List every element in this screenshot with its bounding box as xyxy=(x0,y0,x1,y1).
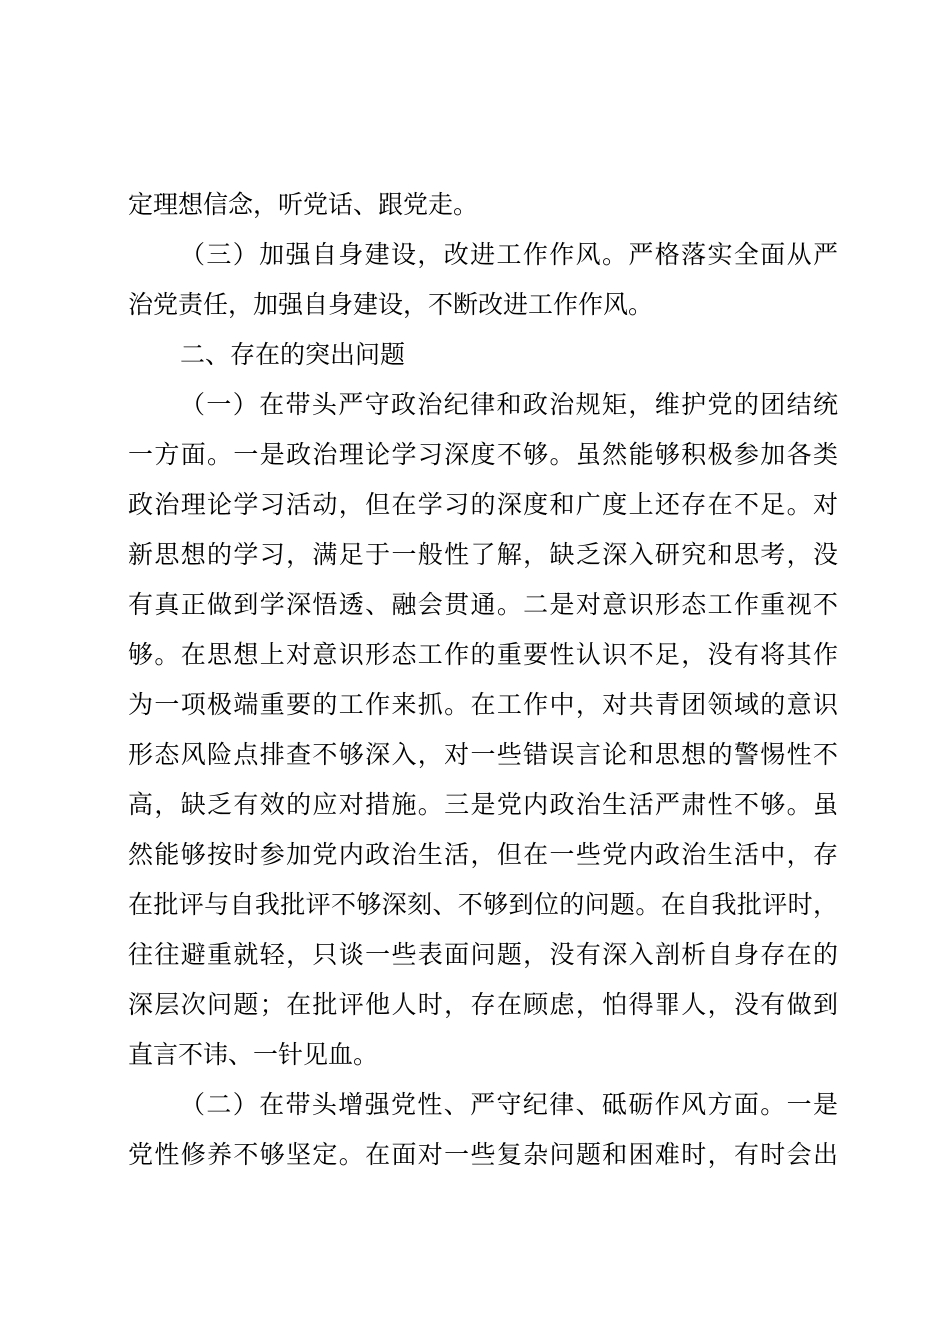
text-line: 往往避重就轻，只谈一些表面问题，没有深入剖析自身存在的 xyxy=(128,940,838,969)
text-line: 深层次问题；在批评他人时，存在顾虑，怕得罪人，没有做到 xyxy=(128,990,838,1019)
document-body xyxy=(128,180,838,1180)
text-line: 有真正做到学深悟透、融会贯通。二是对意识形态工作重视不 xyxy=(128,590,838,619)
text-line: 够。在思想上对意识形态工作的重要性认识不足，没有将其作 xyxy=(128,640,838,669)
text-line: 政治理论学习活动，但在学习的深度和广度上还存在不足。对 xyxy=(128,490,838,519)
text-line: 在批评与自我批评不够深刻、不够到位的问题。在自我批评时， xyxy=(128,890,838,919)
text-line: 形态风险点排查不够深入，对一些错误言论和思想的警惕性不 xyxy=(128,740,838,769)
text-line: 党性修养不够坚定。在面对一些复杂问题和困难时，有时会出 xyxy=(128,1140,838,1169)
paragraph-heading-1: （一）在带头严守政治纪律和政治规矩，维护党的团结统 xyxy=(180,390,838,419)
paragraph-heading-2: （二）在带头增强党性、严守纪律、砥砺作风方面。一是 xyxy=(180,1090,838,1119)
text-line: 新思想的学习，满足于一般性了解，缺乏深入研究和思考，没 xyxy=(128,540,838,569)
text-line: 一方面。一是政治理论学习深度不够。虽然能够积极参加各类 xyxy=(128,440,838,469)
text-line: 直言不讳、一针见血。 xyxy=(128,1040,379,1069)
text-line: 治党责任，加强自身建设，不断改进工作作风。 xyxy=(128,290,654,319)
paragraph-heading-3: （三）加强自身建设，改进工作作风。严格落实全面从严 xyxy=(180,240,838,269)
text-line: 高，缺乏有效的应对措施。三是党内政治生活严肃性不够。虽 xyxy=(128,790,838,819)
text-line: 然能够按时参加党内政治生活，但在一些党内政治生活中，存 xyxy=(128,840,838,869)
section-heading-2: 二、存在的突出问题 xyxy=(180,340,406,369)
text-line: 为一项极端重要的工作来抓。在工作中，对共青团领域的意识 xyxy=(128,690,838,719)
text-line: 定理想信念，听党话、跟党走。 xyxy=(128,190,479,219)
